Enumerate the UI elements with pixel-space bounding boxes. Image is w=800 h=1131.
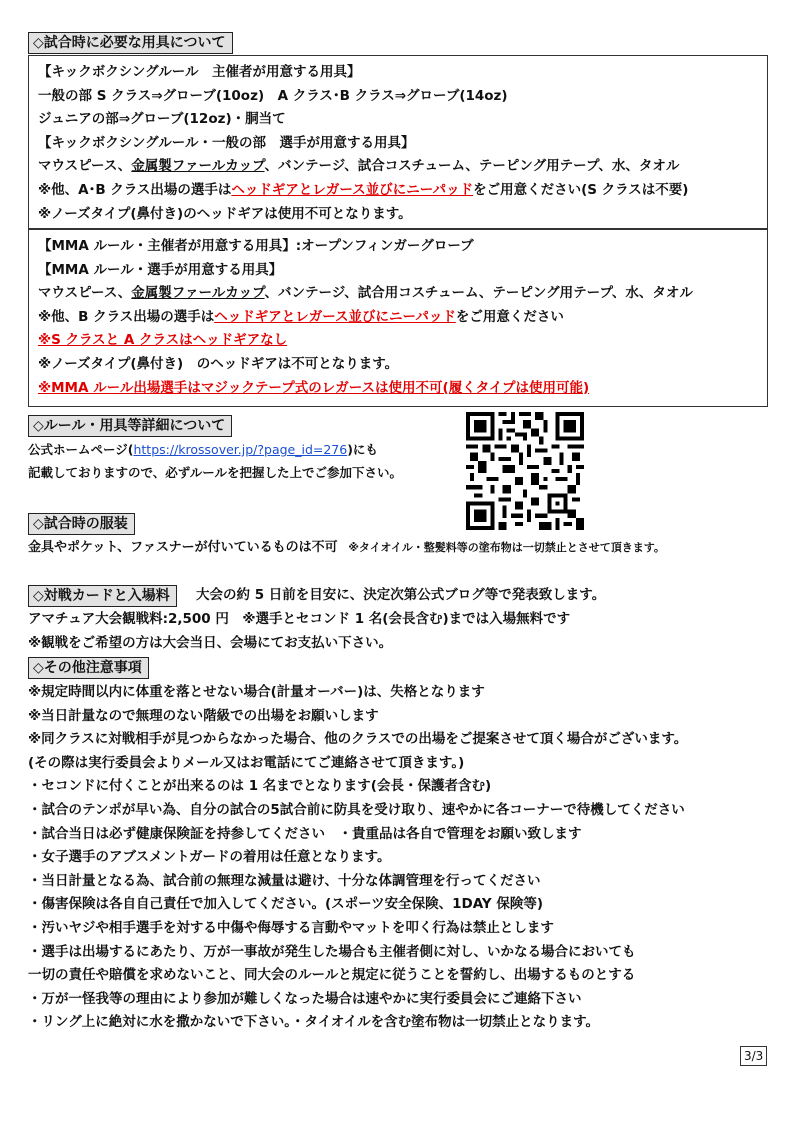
admission-fee-line: アマチュア大会観戦料:2,500 円 ※選手とセコンド 1 名(会長含む)までは入場無料です bbox=[28, 611, 571, 627]
text-run: ※他、A･B クラス出場の選手は bbox=[38, 181, 232, 198]
box1-line: 一般の部 S クラス⇒グローブ(10oz) A クラス･B クラス⇒グローブ(14oz) bbox=[38, 87, 508, 104]
box1-line bbox=[38, 179, 758, 203]
section-heading-equipment: ◇試合時に必要な用具について bbox=[28, 32, 233, 54]
notes-item: ・選手は出場するにあたり、万が一事故が発生した場合も主催者側に対し、いかなる場合においても bbox=[28, 943, 636, 960]
red-underlined-text: ヘッドギアとレガース並びにニーパッド bbox=[231, 181, 474, 198]
text-run: 、バンテージ、試合用コスチューム、テーピング用テープ、水、タオル bbox=[264, 285, 693, 302]
text-run: マウスピース、 bbox=[38, 285, 132, 302]
notes-item: ※同クラスに対戦相手が見つからなかった場合、他のクラスでの出場をご提案させて頂く場合がございます。 bbox=[28, 731, 688, 748]
notes-item: ・傷害保険は各自自己責任で加入してください。(スポーツ安全保険、1DAY 保険等) bbox=[28, 896, 544, 913]
homepage-line bbox=[28, 438, 378, 462]
box1-line: ※ノーズタイプ(鼻付き)のヘッドギアは使用不可となります。 bbox=[38, 205, 412, 222]
notes-item: ・万が一怪我等の理由により参加が難しくなった場合は速やかに実行委員会にご連絡下さい bbox=[28, 990, 582, 1007]
underlined-text: 金属製ファールカップ bbox=[131, 158, 265, 175]
notes-list bbox=[28, 681, 687, 1035]
text-run: 金具やポケット、ファスナーが付いているものは不可 bbox=[28, 540, 338, 555]
underlined-text: 金属製ファールカップ bbox=[131, 285, 265, 302]
box2-line: 【MMA ルール・主催者が用意する用具】:オープンフィンガーグローブ bbox=[38, 238, 474, 254]
notes-item: ・セコンドに付くことが出来るのは 1 名までとなります(会長・保護者含む) bbox=[28, 778, 492, 795]
notes-item: ・試合のテンポが早い為、自分の試合の5試合前に防具を受け取り、速やかに各コーナーで待機してください bbox=[28, 801, 685, 818]
notes-item: 一切の責任や賠償を求めないこと、同大会のルールと規定に従うことを誓約し、出場するものとする bbox=[28, 967, 636, 984]
text-run: ※他、B クラス出場の選手は bbox=[38, 308, 215, 325]
text-run: )にも bbox=[347, 442, 378, 457]
notes-item: ・女子選手のアブスメントガードの着用は任意となります。 bbox=[28, 849, 391, 866]
text-run: マウスピース、 bbox=[38, 158, 132, 175]
payment-notice-line: ※観戦をご希望の方は大会当日、会場にてお支払い下さい。 bbox=[28, 635, 393, 651]
box1-line: 【キックボクシングルール 主催者が用意する用具】 bbox=[38, 64, 361, 80]
kickboxing-equipment-box bbox=[28, 55, 768, 229]
attire-note: ※タイオイル・整髪料等の塗布物は一切禁止とさせて頂きます。 bbox=[348, 541, 665, 554]
text-run: 公式ホームページ( bbox=[28, 442, 134, 457]
attire-line bbox=[28, 536, 665, 560]
box1-line: 【キックボクシングルール・一般の部 選手が用意する用具】 bbox=[38, 134, 415, 151]
fight-card-announcement: 大会の約 5 日前を目安に、決定次第公式ブログ等で発表致します。 bbox=[196, 587, 606, 603]
box2-line-red: ※MMA ルール出場選手はマジックテープ式のレガースは使用不可(履くタイプは使用可能) bbox=[38, 379, 590, 396]
notes-item: (その際は実行委員会よりメール又はお電話にてご連絡させて頂きます。) bbox=[28, 754, 465, 771]
notes-item: ・汚いヤジや相手選手を対する中傷や侮辱する言動やマットを叩く行為は禁止とします bbox=[28, 919, 554, 936]
rules-notice-line: 記載しておりますので、必ずルールを把握した上でご参加下さい。 bbox=[28, 465, 403, 480]
section-heading-attire: ◇試合時の服装 bbox=[28, 513, 135, 535]
box1-line bbox=[38, 155, 758, 179]
qr-code-image bbox=[466, 412, 584, 530]
section-heading-rules-details: ◇ルール・用具等詳細について bbox=[28, 415, 232, 437]
box2-line: ※ノーズタイプ(鼻付き) のヘッドギアは不可となります。 bbox=[38, 355, 399, 372]
notes-item: ・試合当日は必ず健康保険証を持参してください ・貴重品は各自で管理をお願い致します bbox=[28, 825, 582, 842]
notes-item: ※当日計量なので無理のない階級での出場をお願いします bbox=[28, 707, 379, 724]
red-underlined-text: ヘッドギアとレガース並びにニーパッド bbox=[214, 308, 456, 325]
homepage-link[interactable]: https://krossover.jp/?page_id=276 bbox=[133, 442, 348, 457]
box2-line bbox=[38, 282, 758, 306]
notes-item: ・リング上に絶対に水を撒かないで下さい。・タイオイルを含む塗布物は一切禁止となります。 bbox=[28, 1014, 600, 1031]
notes-item: ・当日計量となる為、試合前の無理な減量は避け、十分な体調管理を行ってください bbox=[28, 872, 541, 889]
box1-line: ジュニアの部⇒グローブ(12oz)・胴当て bbox=[38, 111, 286, 128]
text-run: 、バンテージ、試合コスチューム、テーピング用テープ、水、タオル bbox=[264, 158, 680, 175]
section-heading-other-notes: ◇その他注意事項 bbox=[28, 657, 149, 679]
box2-line bbox=[38, 306, 758, 330]
notes-item: ※規定時間以内に体重を落とせない場合(計量オーバー)は、失格となります bbox=[28, 684, 485, 700]
box2-line-red: ※S クラスと A クラスはヘッドギアなし bbox=[38, 332, 288, 349]
text-run: をご用意ください bbox=[455, 308, 564, 325]
page-number: 3/3 bbox=[740, 1046, 767, 1066]
section-heading-fight-card: ◇対戦カードと入場料 bbox=[28, 585, 177, 607]
text-run: をご用意ください(S クラスは不要) bbox=[473, 181, 689, 198]
mma-equipment-box bbox=[28, 229, 768, 407]
box2-line: 【MMA ルール・選手が用意する用具】 bbox=[38, 261, 283, 278]
